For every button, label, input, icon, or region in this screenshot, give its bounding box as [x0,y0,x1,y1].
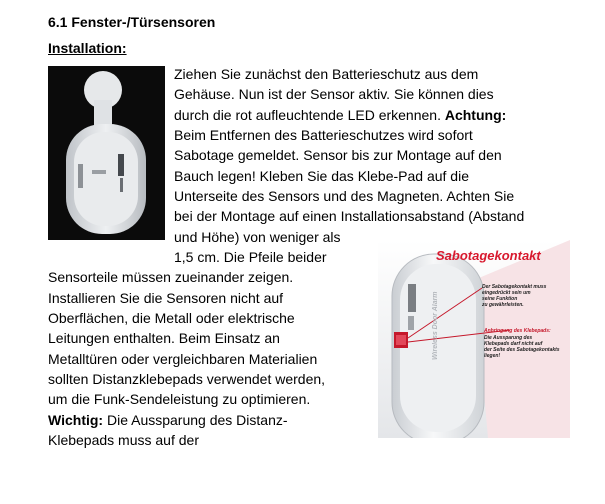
text-line-18 [48,410,288,430]
text-line-15: Metalltüren oder vergleichbaren Materialien [48,351,318,367]
pad-note-line: Klebepads darf nicht auf [484,341,543,347]
tamper-note [482,284,546,308]
pad-note-line: liegen! [484,353,501,359]
tamper-note-line: zu gewährleisten. [482,302,524,308]
text-line-3-part: durch die rot aufleuchtende LED erkennen. [174,107,445,123]
text-line-8: bei der Montage auf einen Installationsabstand (Abstand [174,208,525,224]
text-line-1: Ziehen Sie zunächst den Batterieschutz aus dem [174,66,479,82]
text-line-4: Beim Entfernen des Batterieschutzes wird sofort [174,127,473,143]
sensor-photo [48,66,165,240]
pad-note [484,335,560,359]
section-heading: 6.1 Fenster-/Türsensoren [48,14,216,30]
text-line-13: Oberflächen, die Metall oder elektrische [48,310,295,326]
text-line-11: Sensorteile müssen zueinander zeigen. [48,269,294,285]
text-line-3 [174,105,506,125]
tamper-contact-photo [378,240,570,438]
text-line-18-part: Die Aussparung des Distanz- [103,412,288,428]
pad-note-title: Anbringung des Klebepads: [484,328,551,334]
installation-heading: Installation: [48,40,127,56]
important-label: Wichtig: [48,412,104,428]
text-line-9: und Höhe) von weniger als [174,229,341,245]
tamper-contact-title: Sabotagekontakt [436,248,541,263]
sensor-illustration [48,66,165,240]
warning-label: Achtung: [444,107,507,123]
text-line-17: um die Funk-Sendeleistung zu optimieren. [48,391,311,407]
text-line-16: sollten Distanzklebepads verwendet werden, [48,371,326,387]
pad-note-line: der Seite des Sabotagekontakts [484,347,560,353]
text-line-6: Bauch legen! Kleben Sie das Klebe-Pad auf die [174,168,469,184]
device-label: Wireless Door Alarm [432,291,439,360]
text-line-7: Unterseite des Sensors und des Magneten. Achten Sie [174,188,515,204]
tamper-note-line: Der Sabotagekontakt muss [482,284,547,290]
text-line-10: 1,5 cm. Die Pfeile beider [174,249,327,265]
tamper-note-line: seine Funktion [482,296,518,302]
text-line-5: Sabotage gemeldet. Sensor bis zur Montage auf den [174,147,502,163]
text-line-2: Gehäuse. Nun ist der Sensor aktiv. Sie können dies [174,86,494,102]
tamper-note-line: eingedrückt sein um [482,290,531,296]
text-line-12: Installieren Sie die Sensoren nicht auf [48,290,284,306]
pad-note-line: Die Aussparung des [484,335,533,341]
text-line-19: Klebepads muss auf der [48,432,199,448]
text-line-14: Leitungen enthalten. Beim Einsatz an [48,330,280,346]
